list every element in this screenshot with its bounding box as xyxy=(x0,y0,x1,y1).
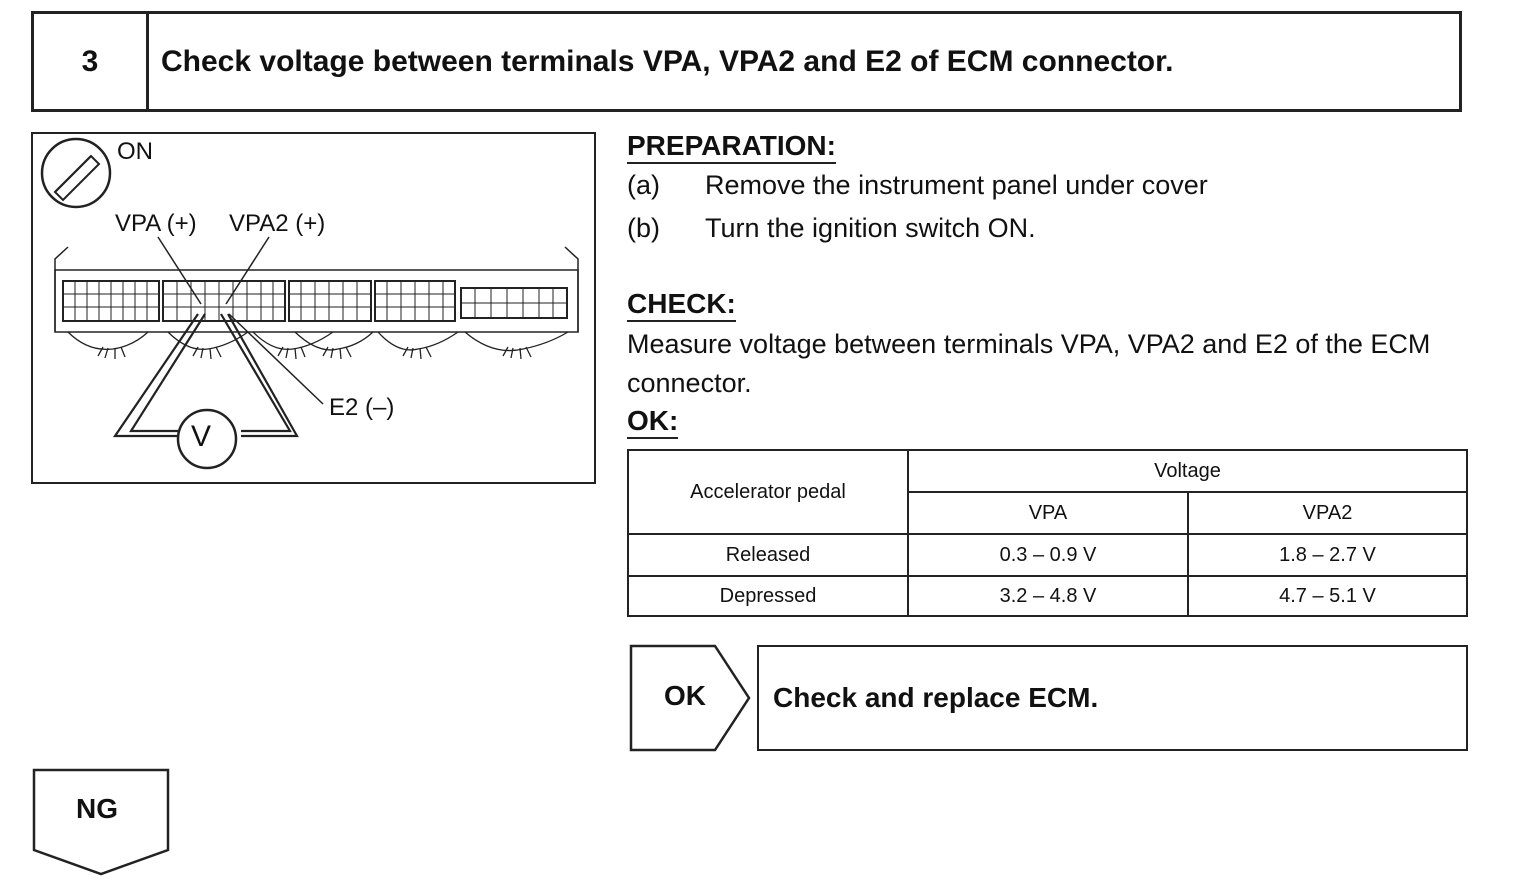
header-vpa: VPA xyxy=(908,492,1188,534)
vpa-terminal-label: VPA (+) xyxy=(115,210,197,237)
ok-tag-label: OK xyxy=(664,680,706,711)
check-description: Measure voltage between terminals VPA, VPA2 and E2 of the ECM connector. xyxy=(627,329,1431,398)
row-depressed-vpa: 3.2 – 4.8 V xyxy=(908,576,1188,616)
ignition-on-label: ON xyxy=(117,138,153,165)
table-row xyxy=(628,534,1467,576)
step-a-label: (a) xyxy=(627,170,660,200)
vpa2-terminal-label: VPA2 (+) xyxy=(229,210,326,237)
ok-action-text: Check and replace ECM. xyxy=(773,682,1099,713)
header-accelerator-pedal: Accelerator pedal xyxy=(628,450,908,534)
preparation-step-a xyxy=(627,170,1208,201)
row-depressed-pedal: Depressed xyxy=(628,576,908,616)
ignition-key-icon xyxy=(42,139,110,207)
step-header xyxy=(31,11,1462,112)
voltage-spec-table xyxy=(627,449,1468,617)
table-row xyxy=(628,576,1467,616)
step-title: Check voltage between terminals VPA, VPA2 and E2 of ECM connector. xyxy=(161,44,1174,78)
row-released-pedal: Released xyxy=(628,534,908,576)
ecm-connector-diagram xyxy=(31,132,596,484)
check-heading: CHECK: xyxy=(627,289,736,322)
step-b-label: (b) xyxy=(627,213,660,243)
preparation-heading: PREPARATION: xyxy=(627,131,836,164)
preparation-step-b xyxy=(627,213,1036,244)
e2-terminal-label: E2 (–) xyxy=(329,394,395,421)
ok-heading: OK: xyxy=(627,406,678,439)
row-released-vpa2: 1.8 – 2.7 V xyxy=(1188,534,1467,576)
ecm-connector-drawing xyxy=(33,134,593,481)
ecm-connector-body xyxy=(55,247,578,359)
step-a-text: Remove the instrument panel under cover xyxy=(705,170,1208,200)
step-number: 3 xyxy=(34,14,149,109)
header-voltage: Voltage xyxy=(908,450,1467,492)
row-depressed-vpa2: 4.7 – 5.1 V xyxy=(1188,576,1467,616)
ok-action-box xyxy=(757,645,1468,751)
voltmeter-label: V xyxy=(191,420,212,453)
step-b-text: Turn the ignition switch ON. xyxy=(705,213,1036,243)
ng-tag-label: NG xyxy=(76,793,118,824)
row-released-vpa: 0.3 – 0.9 V xyxy=(908,534,1188,576)
header-vpa2: VPA2 xyxy=(1188,492,1467,534)
